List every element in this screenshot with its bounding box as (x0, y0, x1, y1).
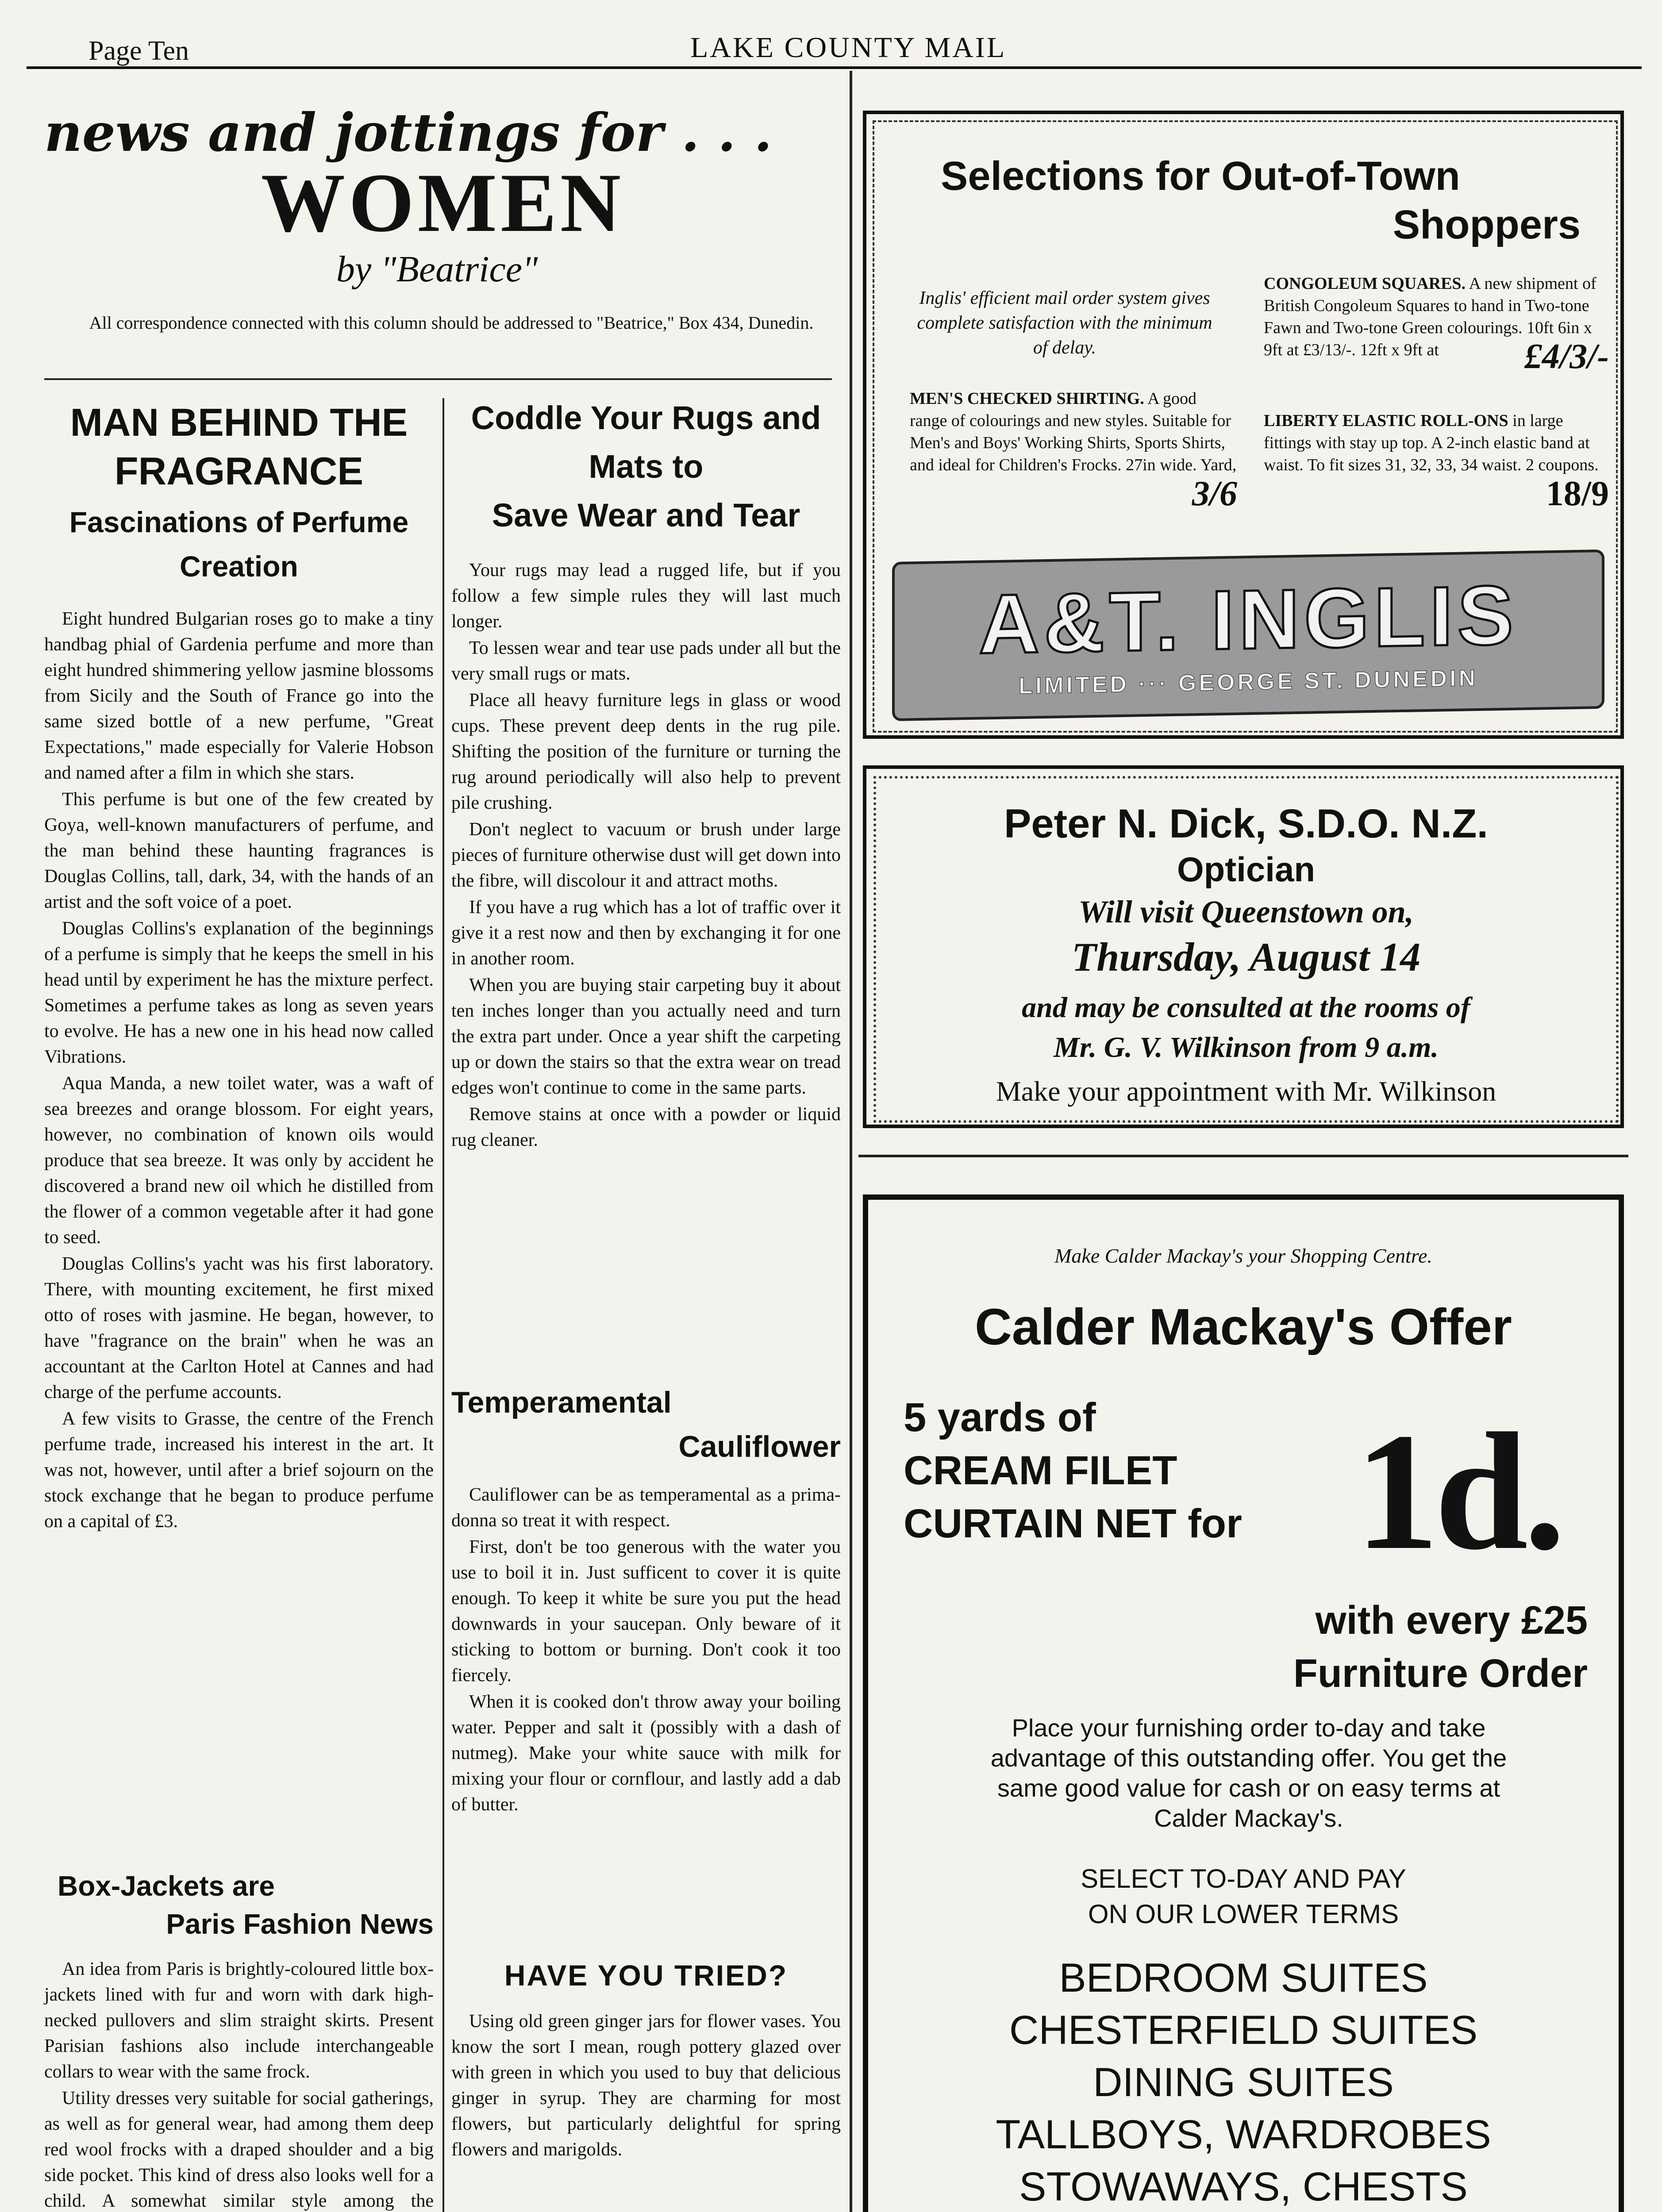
offer-line: CURTAIN NET for (904, 1501, 1242, 1546)
headline: Mats to (589, 448, 704, 485)
shirting-price: 3/6 (1192, 474, 1237, 513)
headline: HAVE YOU TRIED? (504, 1959, 788, 1992)
article-cauliflower (451, 1380, 841, 1818)
headline: Temperamental (451, 1386, 672, 1419)
furniture-item: DINING SUITES (1093, 2060, 1394, 2105)
offer-price: 1d. (1355, 1398, 1562, 1585)
select-line: ON OUR LOWER TERMS (1088, 1899, 1399, 1929)
paragraph: Aqua Manda, a new toilet water, was a waft of sea breezes and orange blossom. For eight years, however, no combination of known oils would produce that sea breeze. It was only by accident he discovered a brand new oil which he distilled from the flower of a common vegetable after it had gone to seed. (44, 1073, 434, 1248)
furniture-item: STOWAWAYS, CHESTS (1019, 2164, 1468, 2209)
furniture-list (868, 1952, 1619, 2212)
elastic-head: LIBERTY ELASTIC ROLL-ONS (1264, 411, 1508, 430)
paragraph: If you have a rug which has a lot of traffic over it give it a rest now and then by exchanging it for one in another room. (451, 897, 841, 969)
column-rule-2 (850, 71, 852, 2212)
optician-name: Peter N. Dick, S.D.O. N.Z. (1004, 801, 1489, 846)
paragraph: When it is cooked don't throw away your boiling water. Pepper and salt it (possibly with a dash of nutmeg). Make your white sauce with milk for mixing your flour or cornflour, and lastly add a dab of butter. (451, 1692, 841, 1815)
paragraph: An idea from Paris is brightly-coloured little box-jackets lined with fur and worn with dark high-necked pullovers and slim straight skirts. Present Parisian fashions also include interchangeable collars to wear with the same frock. (44, 1959, 434, 2082)
congoleum-block (1264, 273, 1609, 374)
elastic-block (1264, 410, 1609, 511)
consult-line: Mr. G. V. Wilkinson from 9 a.m. (1054, 1031, 1439, 1064)
shirting-text: A good range of colourings and new styles. Suitable for Men's and Boys' Working Shirts, Sports Shirts, and ideal for Children's Frocks. 27in wide. Yard, (910, 389, 1237, 474)
paragraph: Your rugs may lead a rugged life, but if you follow a few simple rules they will last much longer. (451, 560, 841, 632)
paragraph: Cauliflower can be as temperamental as a prima-donna so treat it with respect. (451, 1485, 841, 1531)
inglis-logo-banner (892, 549, 1604, 721)
offer-line: 5 yards of (904, 1395, 1096, 1440)
calder-blurb: Place your furnishing order to-day and take advantage of this outstanding offer. You get the same good value for cash or on easy terms at Calder Mackay's. (990, 1714, 1507, 1832)
furniture-item: CHESTERFIELD SUITES (1009, 2008, 1478, 2053)
visit-date: Thursday, August 14 (1071, 934, 1421, 979)
paragraph: Utility dresses very suitable for social gatherings, as well as for general wear, had among them deep red wool frocks with a draped shoulder and a big side pocket. This kind of dress also looks well for a child. A somewhat similar style among the (44, 2088, 434, 2211)
header-rule (27, 66, 1642, 69)
section-kicker: news and jottings for . . . (44, 102, 772, 163)
paragraph: Remove stains at once with a powder or liquid rug cleaner. (451, 1104, 841, 1150)
with-line: Furniture Order (1293, 1651, 1588, 1696)
inglis-logo-text: A&T. INGLIS (978, 568, 1518, 672)
headline: MAN BEHIND THE (70, 400, 408, 444)
shirting-head: MEN'S CHECKED SHIRTING. (910, 389, 1144, 408)
column-rule-1 (442, 398, 444, 2212)
headline: Save Wear and Tear (492, 497, 800, 534)
divider-rule (858, 1155, 1628, 1157)
optician-role: Optician (1177, 850, 1316, 889)
paragraph: Douglas Collins's yacht was his first laboratory. There, with mounting excitement, he first mixed otto of roses with jasmine. He began, however, to have "fragrance on the brain" when he was an accountant at the Carlton Hotel at Cannes and had charge of the perfume accounts. (44, 1254, 434, 1402)
inglis-logo-subtext: LIMITED ··· GEORGE ST. DUNEDIN (1019, 665, 1478, 699)
subhead: Fascinations of Perfume (69, 506, 409, 538)
paragraph: When you are buying stair carpeting buy it about ten inches longer than you actually need and turn the extra part under. Once a year shift the carpeting up or down the stairs so that the extra wear on tread edges won't continue to come in the same parts. (451, 975, 841, 1098)
paragraph: Place all heavy furniture legs in glass or wood cups. These prevent deep dents in the rug pile. Shifting the position of the furniture or turning the rug around periodically will also help to prevent pile crushing. (451, 690, 841, 813)
article-fragrance (44, 389, 434, 1535)
paragraph: Don't neglect to vacuum or brush under large pieces of furniture otherwise dust will get down into the fibre, will discolour it and attract moths. (451, 819, 841, 891)
appointment-line: Make your appointment with Mr. Wilkinson (996, 1075, 1497, 1107)
congoleum-price: £4/3/- (1524, 337, 1609, 376)
paragraph: Using old green ginger jars for flower vases. You know the sort I mean, rough pottery glazed over with green in which you used to buy that delicious ginger in syrup. They are charming for most flowers, but particularly delightful for spring flowers and marigolds. (451, 2011, 841, 2160)
paragraph: To lessen wear and tear use pads under all but the very small rugs or mats. (451, 638, 841, 684)
with-line: with every £25 (1315, 1598, 1588, 1643)
shirting-block (910, 388, 1237, 511)
article-boxjackets (44, 1867, 434, 2212)
calder-intro: Make Calder Mackay's your Shopping Centre. (1054, 1244, 1432, 1267)
ad-optician (863, 765, 1624, 1128)
visit-line: Will visit Queenstown on, (1078, 894, 1414, 929)
page-number: Page Ten (88, 36, 189, 66)
paragraph: First, don't be too generous with the water you use to boil it in. Just sufficent to cover it is quite enough. To keep it white be sure you put the head downwards in your saucepan. Only beware of it sticking to bottom or burning. Don't cook it too fiercely. (451, 1537, 841, 1686)
headline: Coddle Your Rugs and (471, 399, 821, 436)
paragraph: A few visits to Grasse, the centre of the French perfume trade, increased his interest in the art. It was not, however, until after a brief sojourn on the stock exchange that he began to produce perfume on a capital of £3. (44, 1409, 434, 1532)
correspondence-note: All correspondence connected with this column should be addressed to "Beatrice," Box 434, Dunedin. (89, 313, 814, 333)
furniture-item: TALLBOYS, WARDROBES (996, 2112, 1491, 2157)
furniture-item: BEDROOM SUITES (1059, 1955, 1428, 2001)
headline: Cauliflower (678, 1430, 841, 1463)
paragraph: This perfume is but one of the few created by Goya, well-known manufacturers of perfume, and the man behind these haunting fragrances is Douglas Collins, tall, dark, 34, with the hands of an artist and the soft voice of a poet. (44, 789, 434, 912)
newspaper-name: LAKE COUNTY MAIL (690, 31, 1007, 64)
headline: FRAGRANCE (114, 449, 364, 493)
congoleum-head: CONGOLEUM SQUARES. (1264, 274, 1466, 293)
section-title: WOMEN (261, 157, 625, 250)
ad-title: Shoppers (1393, 202, 1581, 247)
ad-title: Selections for Out-of-Town (941, 154, 1460, 199)
ad-tagline: Inglis' efficient mail order system gives complete satisfaction with the minimum of delay. (917, 288, 1212, 358)
section-byline: by "Beatrice" (336, 249, 538, 290)
elastic-price: 18/9 (1546, 474, 1609, 513)
select-line: SELECT TO-DAY AND PAY (1081, 1864, 1406, 1893)
article-rugs (451, 389, 841, 1154)
consult-line: and may be consulted at the rooms of (1022, 991, 1470, 1024)
article-tried (451, 1955, 841, 2163)
headline: Box-Jackets are (58, 1870, 275, 1902)
headline: Paris Fashion News (166, 1908, 434, 1940)
calder-title: Calder Mackay's Offer (975, 1298, 1512, 1356)
offer-line: CREAM FILET (904, 1448, 1177, 1493)
elastic-text: in large fittings with stay up top. A 2-inch elastic band at waist. To fit sizes 31, 32, 33, 34 waist. 2 coupons. (1264, 411, 1599, 474)
paragraph: Eight hundred Bulgarian roses go to make a tiny handbag phial of Gardenia perfume and more than eight hundred shimmering yellow jasmine blossoms from Sicily and the South of France go into the same sized bottle of a new perfume, "Great Expectations," made especially for Valerie Hobson and named after a film in which she stars. (44, 609, 434, 783)
paragraph: Douglas Collins's explanation of the beginnings of a perfume is simply that he keeps the smell in his head until by experiment he has the mixture perfect. Sometimes a perfume takes as long as seven years to evolve. He has a new one in his head now called Vibrations. (44, 918, 434, 1067)
subhead: Creation (180, 550, 298, 583)
section-rule (44, 378, 832, 380)
congoleum-text: A new shipment of British Congoleum Squares to hand in Two-tone Fawn and Two-tone Green colourings. 10ft 6in x 9ft at £3/13/-. 12ft x 9ft at (1264, 274, 1597, 359)
ad-calder-mackay (863, 1194, 1624, 2212)
ad-inglis (863, 111, 1624, 739)
